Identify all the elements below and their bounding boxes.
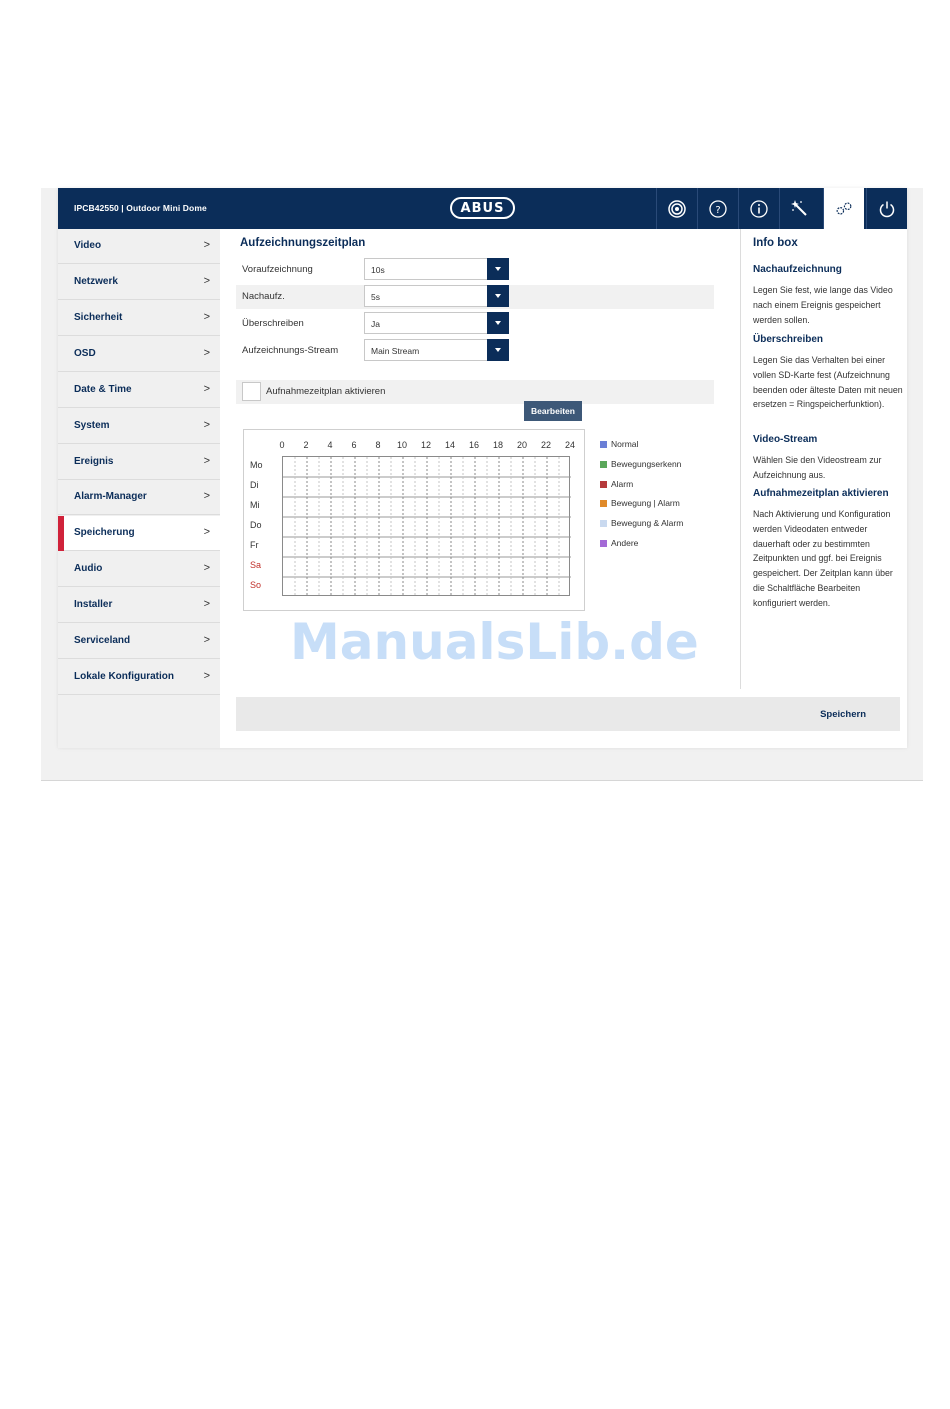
sidebar-item-label: Ereignis	[74, 456, 114, 467]
chevron-right-icon: >	[203, 490, 210, 502]
sidebar-item-label: Audio	[74, 563, 103, 574]
hour-label: 4	[327, 440, 333, 450]
sidebar-item-label: Netzwerk	[74, 276, 118, 287]
hour-label: 24	[564, 440, 576, 450]
info-text: Nach Aktivierung und Konfiguration werden Videodaten entweder dauerhaft oder zu bestimmten Zeitpunkten und ggf. bei Ereignis gespeichert. Der Zeitplan kann über die Schaltfläche Bearbeiten konfiguriert werden.	[753, 509, 893, 608]
field-label: Überschreiben	[242, 318, 304, 329]
chevron-right-icon: >	[203, 562, 210, 574]
nachaufz-select[interactable]	[364, 285, 509, 307]
hour-label: 6	[351, 440, 357, 450]
hour-label: 18	[492, 440, 504, 450]
svg-text:?: ?	[715, 204, 721, 216]
info-box-title: Info box	[753, 237, 798, 249]
day-label: Di	[250, 480, 259, 490]
schedule-chart	[243, 429, 585, 611]
schedule-grid-lines	[283, 457, 571, 597]
settings-icon	[834, 199, 854, 219]
schedule-grid[interactable]	[282, 456, 570, 596]
legend-swatch	[600, 481, 607, 488]
wizard-icon-button[interactable]	[779, 188, 820, 229]
sidebar-item-sicherheit[interactable]	[58, 301, 220, 336]
select-value: 5s	[371, 292, 380, 302]
sidebar-item-serviceland[interactable]	[58, 624, 220, 659]
hour-label: 8	[375, 440, 381, 450]
legend-item	[600, 538, 638, 548]
legend-swatch	[600, 500, 607, 507]
chevron-down-icon[interactable]	[487, 339, 509, 361]
sidebar-item-label: Installer	[74, 599, 113, 610]
camera-icon-button[interactable]	[656, 188, 697, 229]
settings-icon-button[interactable]	[823, 188, 864, 229]
info-heading: Nachaufzeichnung	[753, 264, 842, 275]
help-icon	[708, 199, 728, 219]
chevron-right-icon: >	[203, 311, 210, 323]
info-heading: Aufnahmezeitplan aktivieren	[753, 488, 889, 499]
hour-label: 22	[540, 440, 552, 450]
info-heading: Überschreiben	[753, 334, 824, 345]
info-icon-button[interactable]	[738, 188, 779, 229]
app-window	[58, 188, 907, 748]
chevron-right-icon: >	[203, 275, 210, 287]
chevron-right-icon: >	[203, 670, 210, 682]
abus-logo	[450, 197, 515, 219]
page-title: Aufzeichnungszeitplan	[240, 237, 366, 249]
sidebar-item-ereignis[interactable]	[58, 445, 220, 480]
power-icon-button[interactable]	[866, 188, 907, 229]
info-icon	[749, 199, 769, 219]
chevron-right-icon: >	[203, 239, 210, 251]
legend-item	[600, 518, 683, 528]
legend-item	[600, 498, 680, 508]
day-label: Do	[250, 520, 262, 530]
info-text: Legen Sie fest, wie lange das Video nach einem Ereignis gespeichert werden sollen.	[753, 285, 893, 325]
sidebar-item-netzwerk[interactable]	[58, 265, 220, 300]
chevron-down-icon[interactable]	[487, 312, 509, 334]
footer-bar	[236, 697, 900, 731]
field-label: Aufzeichnungs-Stream	[242, 345, 339, 356]
select-value: Main Stream	[371, 346, 420, 356]
hour-label: 2	[303, 440, 309, 450]
legend-label: Andere	[611, 538, 639, 548]
info-heading: Video-Stream	[753, 434, 818, 445]
voraufzeichnung-select[interactable]	[364, 258, 509, 280]
legend-item	[600, 459, 681, 469]
stream-select[interactable]	[364, 339, 509, 361]
sidebar-item-speicherung[interactable]	[58, 516, 220, 551]
sidebar-item-label: Serviceland	[74, 635, 131, 646]
sidebar-item-alarm-manager[interactable]	[58, 480, 220, 515]
sidebar-item-installer[interactable]	[58, 588, 220, 623]
chevron-down-icon[interactable]	[487, 285, 509, 307]
field-label: Voraufzeichnung	[242, 264, 313, 275]
day-label: Fr	[250, 540, 259, 550]
schedule-enable-row	[236, 380, 714, 404]
main-content	[220, 229, 740, 748]
sidebar-item-label: OSD	[74, 348, 96, 359]
legend-item	[600, 439, 638, 449]
sidebar-item-label: Video	[74, 240, 102, 251]
watermark: ManualsLib.de	[290, 613, 699, 671]
hour-label: 16	[468, 440, 480, 450]
sidebar-item-label: Sicherheit	[74, 312, 123, 323]
select-value: Ja	[371, 319, 380, 329]
sidebar-item-label: System	[74, 420, 110, 431]
info-text: Legen Sie das Verhalten bei einer vollen SD-Karte fest (Aufzeichnung beenden oder älteste Daten mit neuen ersetzen = Ringspeicherfunktion).	[753, 355, 903, 410]
hour-label: 14	[444, 440, 456, 450]
day-label: Mo	[250, 460, 263, 470]
active-marker	[58, 516, 64, 551]
chevron-right-icon: >	[203, 598, 210, 610]
hour-label: 12	[420, 440, 432, 450]
checkbox-label: Aufnahmezeitplan aktivieren	[266, 386, 386, 397]
chevron-right-icon: >	[203, 383, 210, 395]
sidebar-item-lokale-konfiguration[interactable]	[58, 660, 220, 695]
info-box	[740, 229, 907, 689]
legend-label: Alarm	[611, 479, 634, 489]
legend-item	[600, 479, 633, 489]
edit-button[interactable]: Bearbeiten	[524, 401, 582, 421]
sidebar-item-label: Speicherung	[74, 527, 135, 538]
device-title: IPCB42550 | Outdoor Mini Dome	[74, 203, 207, 213]
legend-label: Bewegung & Alarm	[611, 518, 684, 528]
sidebar-item-label: Alarm-Manager	[74, 491, 147, 502]
field-label: Nachaufz.	[242, 291, 285, 302]
sidebar-item-label: Date & Time	[74, 384, 132, 395]
chevron-right-icon: >	[203, 419, 210, 431]
legend-swatch	[600, 461, 607, 468]
schedule-enable-checkbox[interactable]	[242, 382, 261, 401]
legend-swatch	[600, 520, 607, 527]
chevron-right-icon: >	[203, 634, 210, 646]
power-icon	[877, 199, 897, 219]
hour-label: 20	[516, 440, 528, 450]
chevron-right-icon: >	[203, 455, 210, 467]
field-row-voraufzeichnung	[236, 258, 714, 282]
field-row-nachaufz	[236, 285, 714, 309]
chevron-down-icon[interactable]	[487, 258, 509, 280]
help-icon-button[interactable]	[697, 188, 738, 229]
save-button[interactable]: Speichern	[820, 709, 866, 720]
sidebar-item-date-time[interactable]	[58, 373, 220, 408]
select-value: 10s	[371, 265, 385, 275]
sidebar-item-video[interactable]	[58, 229, 220, 264]
sidebar-item-osd[interactable]	[58, 337, 220, 372]
legend-label: Bewegungserkenn	[611, 459, 682, 469]
legend-label: Normal	[611, 439, 639, 449]
day-label: Sa	[250, 560, 262, 570]
hour-label: 0	[279, 440, 285, 450]
day-label: Mi	[250, 500, 260, 510]
sidebar-item-system[interactable]	[58, 409, 220, 444]
legend-label: Bewegung | Alarm	[611, 498, 680, 508]
chevron-right-icon: >	[203, 347, 210, 359]
camera-icon	[667, 199, 687, 219]
sidebar-nav	[58, 229, 220, 748]
day-label: So	[250, 580, 262, 590]
legend-swatch	[600, 441, 607, 448]
sidebar-item-label: Lokale Konfiguration	[74, 671, 174, 682]
wizard-icon	[790, 199, 810, 219]
legend-swatch	[600, 540, 607, 547]
chevron-right-icon: >	[203, 526, 210, 538]
field-row-ueberschreiben	[236, 312, 714, 336]
hour-label: 10	[396, 440, 408, 450]
info-text: Wählen Sie den Videostream zur Aufzeichnung aus.	[753, 455, 882, 480]
ueberschreiben-select[interactable]	[364, 312, 509, 334]
logo-text: ABUS	[460, 200, 505, 216]
field-row-stream	[236, 339, 714, 363]
sidebar-item-audio[interactable]	[58, 552, 220, 587]
top-header	[58, 188, 907, 229]
